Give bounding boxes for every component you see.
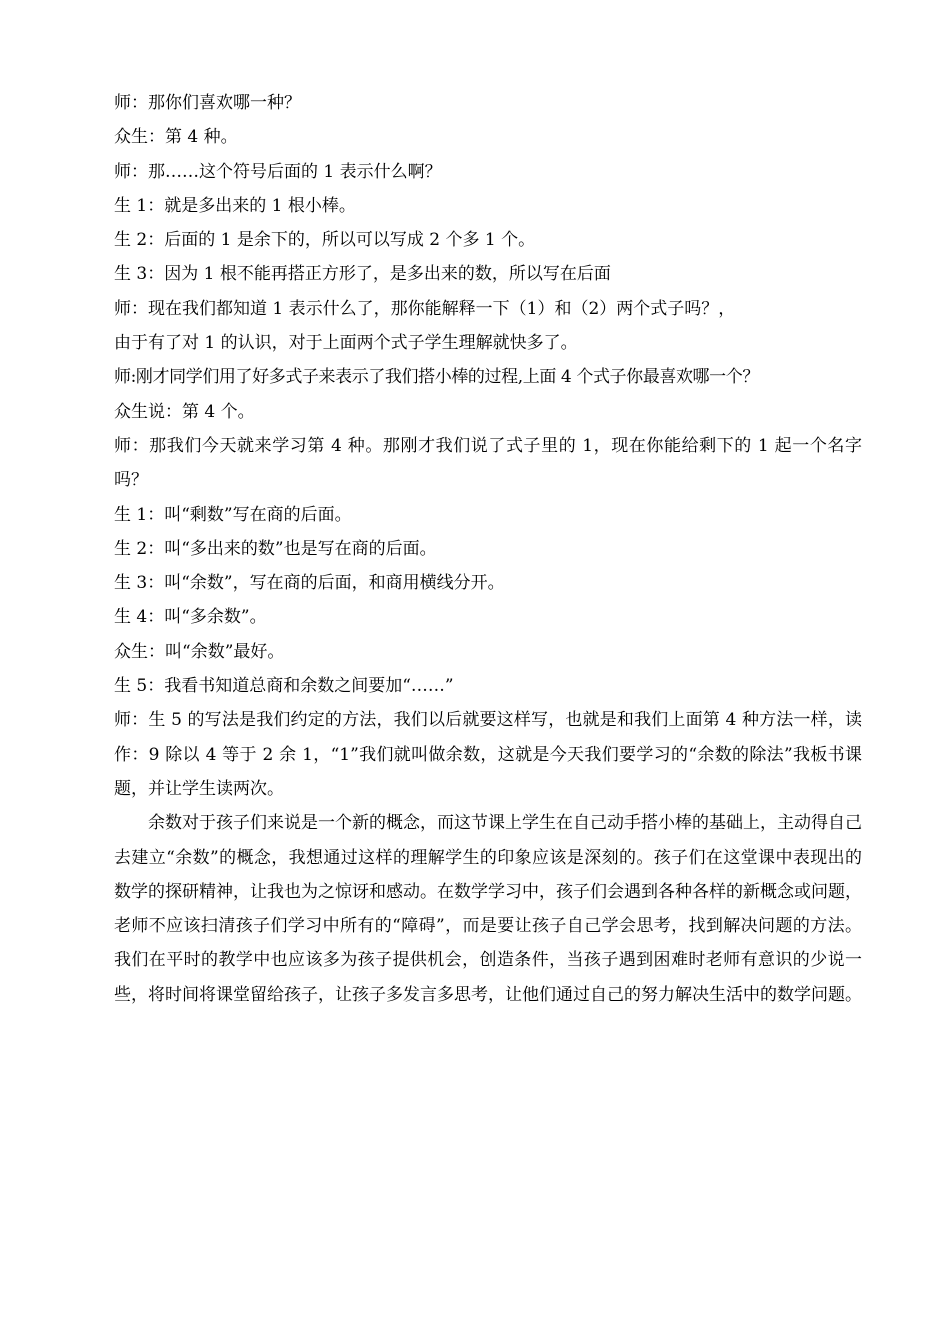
reflection-paragraph: 余数对于孩子们来说是一个新的概念，而这节课上学生在自己动手搭小棒的基础上，主动得自己去建立“余数”的概念，我想通过这样的理解学生的印象应该是深刻的。孩子们在这堂课中表现出的数学的探研精神，让我也为之惊讶和感动。在数学学习中，孩子们会遇到各种各样的新概念或问题，老师不应该扫清孩子们学习中所有的“障碍”，而是要让孩子自己学会思考，找到解决问题的方法。我们在平时的教学中也应该多为孩子提供机会，创造条件，当孩子遇到困难时老师有意识的少说一些，将时间将课堂留给孩子，让孩子多发言多思考，让他们通过自己的努力解决生活中的数学问题。 xyxy=(114,813,862,1005)
dialogue-line: 生 1：就是多出来的 1 根小棒。 xyxy=(114,195,356,216)
dialogue-line: 众生：叫“余数”最好。 xyxy=(114,641,285,662)
teacher-explanation-paragraph: 师：生 5 的写法是我们约定的方法，我们以后就要这样写，也就是和我们上面第 4 种方法一样，读作：9 除以 4 等于 2 余 1，“1”我们就叫做余数，这就是今天我们要学习的“余数的除法”我板书课题，并让学生读两次。 xyxy=(114,710,862,799)
dialogue-line: 众生：第 4 种。 xyxy=(114,127,238,148)
dialogue-line: 生 3：叫“余数”，写在商的后面，和商用横线分开。 xyxy=(114,573,505,594)
dialogue-line: 生 2：后面的 1 是余下的，所以可以写成 2 个多 1 个。 xyxy=(114,230,536,251)
dialogue-line: 众生说：第 4 个。 xyxy=(114,401,255,422)
dialogue-line: 生 4：叫“多余数”。 xyxy=(114,607,267,628)
document-body xyxy=(114,86,862,1012)
teacher-question-paragraph: 师：那我们今天就来学习第 4 种。那刚才我们说了式子里的 1，现在你能给剩下的 1 起一个名字吗？ xyxy=(114,435,862,491)
dialogue-line: 师：那你们喜欢哪一种？ xyxy=(114,93,301,113)
dialogue-line: 生 2：叫“多出来的数”也是写在商的后面。 xyxy=(114,538,437,559)
narration-line: 由于有了对 1 的认识，对于上面两个式子学生理解就快多了。 xyxy=(114,333,578,354)
dialogue-line: 生 3：因为 1 根不能再搭正方形了，是多出来的数，所以写在后面 xyxy=(114,264,611,285)
dialogue-line: 生 5：我看书知道总商和余数之间要加“……” xyxy=(114,676,454,697)
dialogue-line: 师：现在我们都知道 1 表示什么了，那你能解释一下（1）和（2）两个式子吗？， xyxy=(114,298,736,319)
dialogue-line: 师：那……这个符号后面的 1 表示什么啊？ xyxy=(114,161,442,182)
dialogue-line: 师:刚才同学们用了好多式子来表示了我们搭小棒的过程,上面 4 个式子你最喜欢哪一个？ xyxy=(114,367,759,388)
dialogue-line: 生 1：叫“剩数”写在商的后面。 xyxy=(114,504,352,525)
